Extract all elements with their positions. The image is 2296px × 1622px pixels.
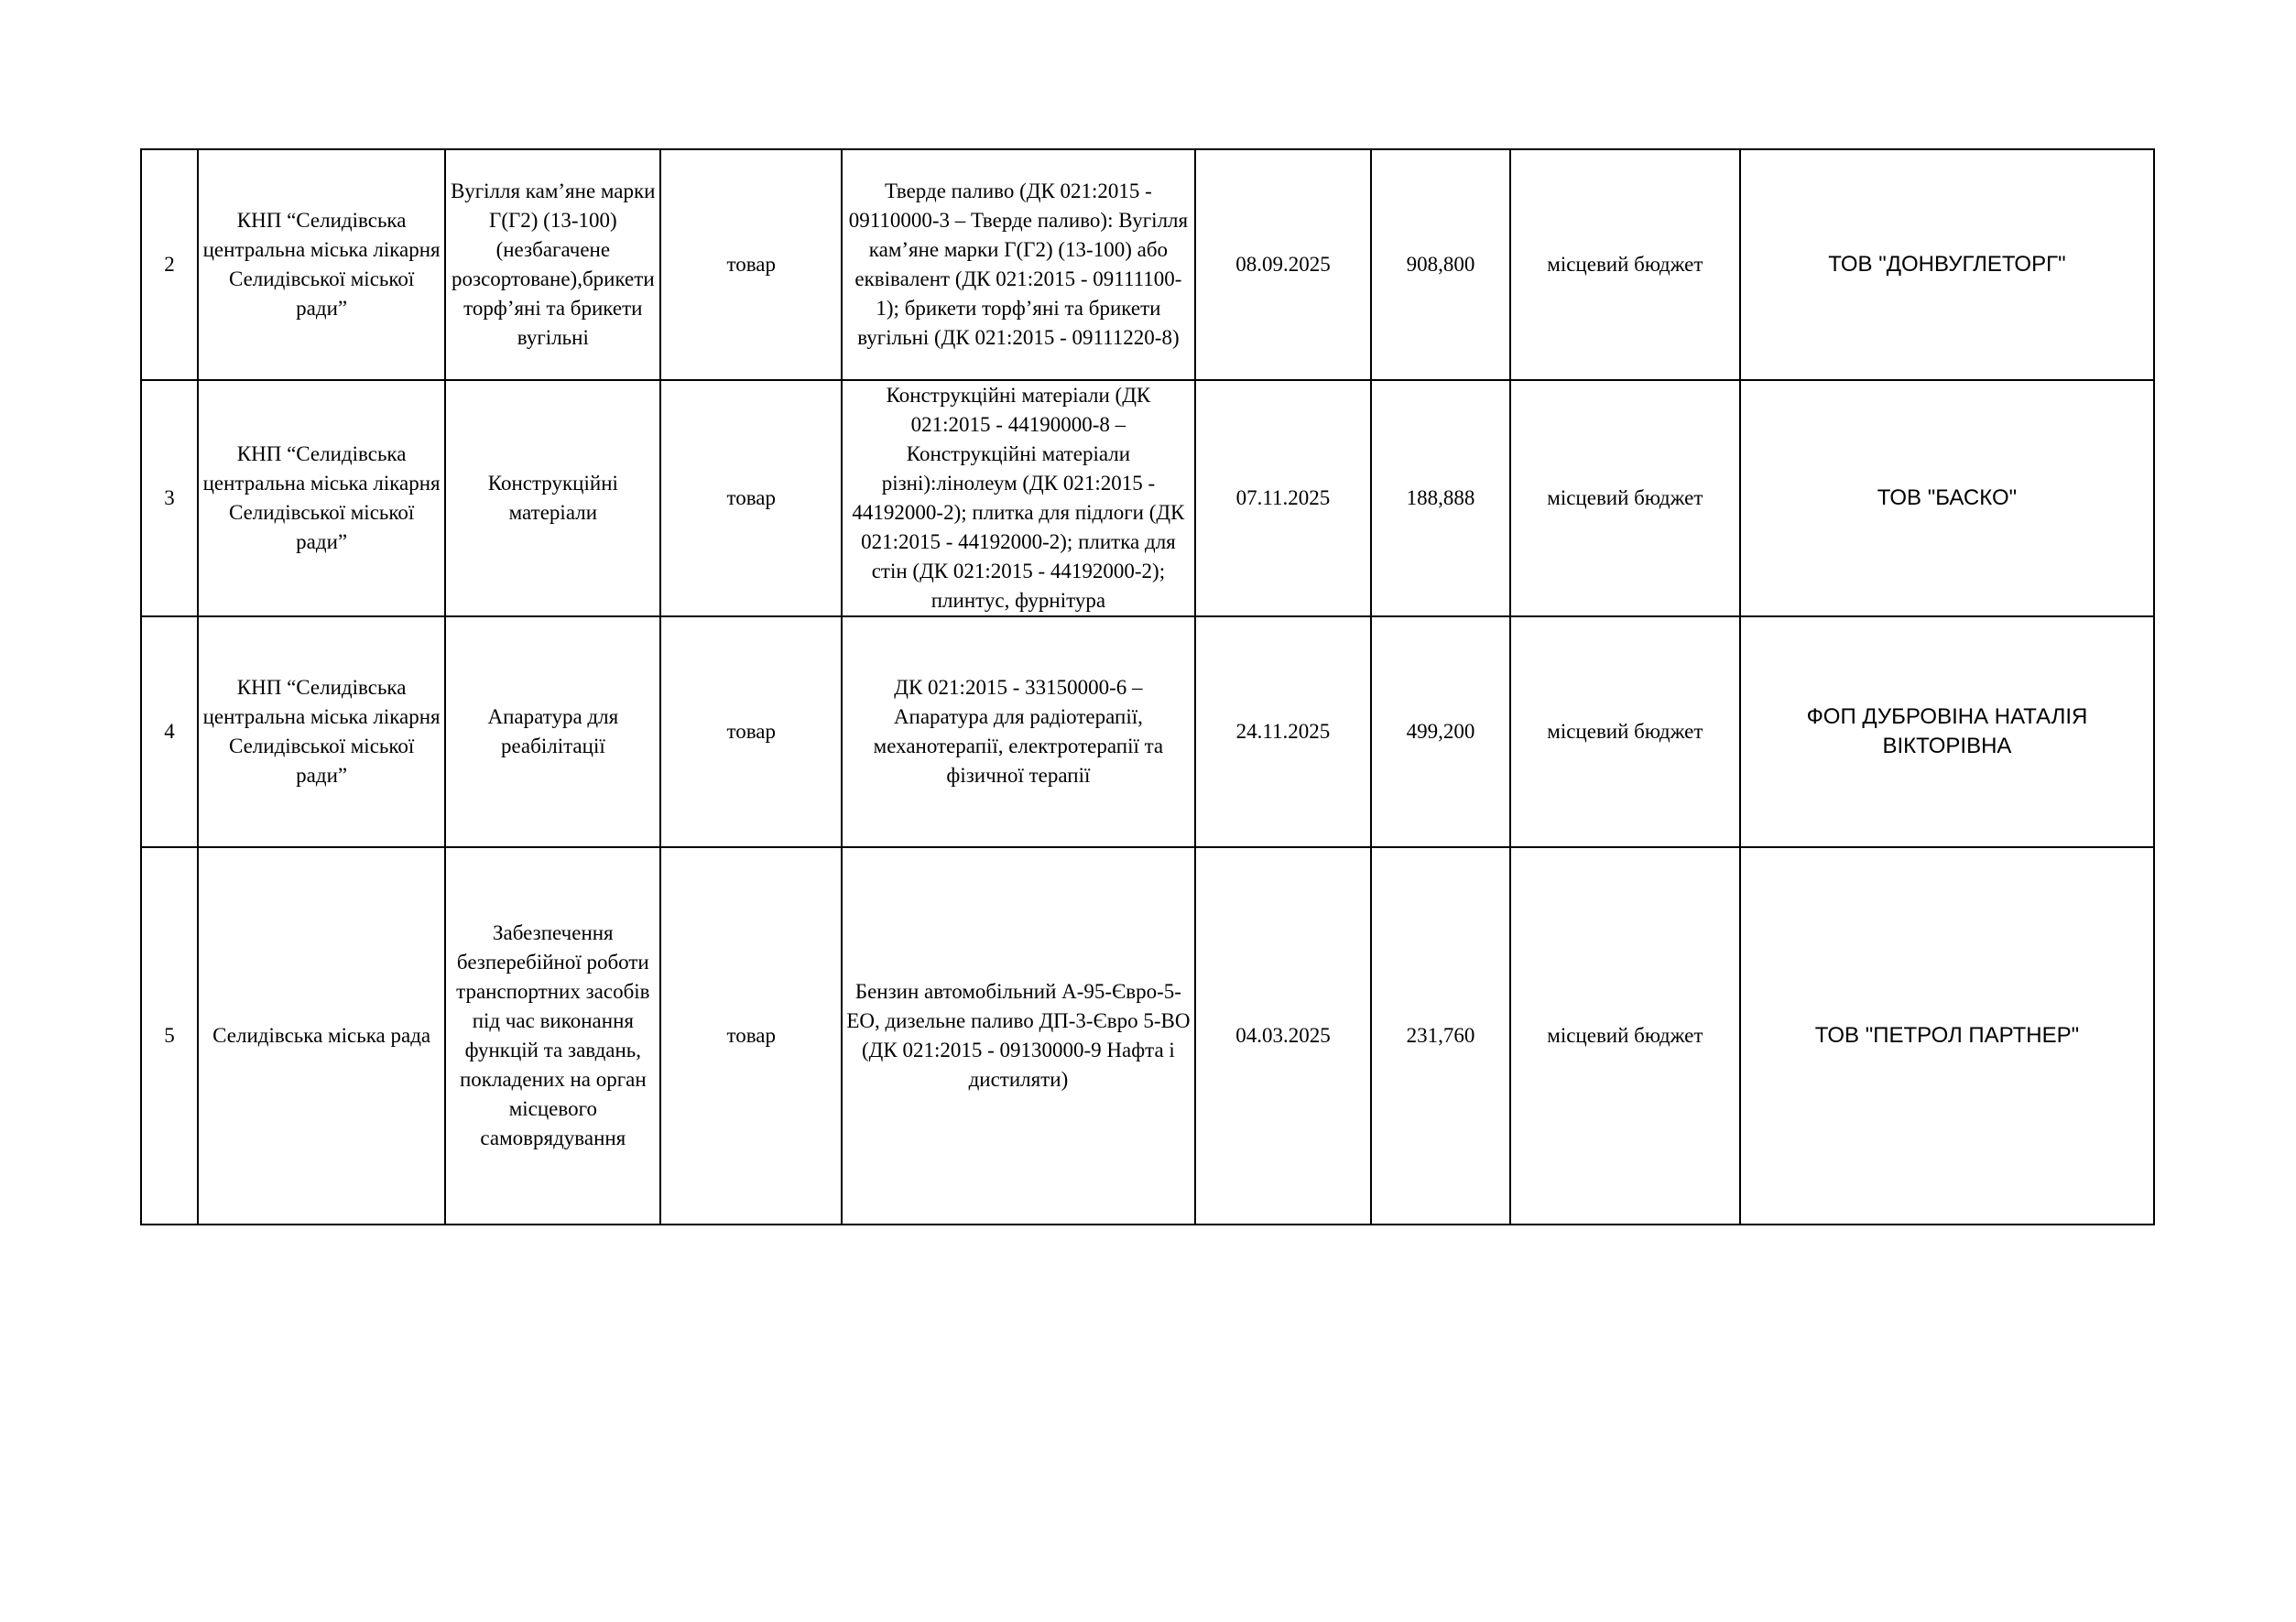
funding-source-cell: місцевий бюджет (1510, 149, 1740, 380)
date-cell: 24.11.2025 (1195, 616, 1371, 847)
customer-cell: КНП “Селидівська центральна міська лікарня Селидівської міської ради” (198, 380, 445, 616)
funding-source-cell: місцевий бюджет (1510, 847, 1740, 1225)
funding-source-cell: місцевий бюджет (1510, 380, 1740, 616)
customer-cell: Селидівська міська рада (198, 847, 445, 1225)
supplier-cell: ФОП ДУБРОВІНА НАТАЛІЯ ВІКТОРІВНА (1740, 616, 2154, 847)
type-cell: товар (660, 847, 842, 1225)
date-cell: 07.11.2025 (1195, 380, 1371, 616)
amount-cell: 499,200 (1371, 616, 1510, 847)
customer-cell: КНП “Селидівська центральна міська лікарня Селидівської міської ради” (198, 616, 445, 847)
supplier-cell: ТОВ "БАСКО" (1740, 380, 2154, 616)
row-number: 5 (141, 847, 198, 1225)
row-number: 2 (141, 149, 198, 380)
amount-cell: 231,760 (1371, 847, 1510, 1225)
supplier-cell: ТОВ "ПЕТРОЛ ПАРТНЕР" (1740, 847, 2154, 1225)
type-cell: товар (660, 380, 842, 616)
subject-cell: Забезпечення безперебійної роботи транспортних засобів під час виконання функцій та завдань, покладених на орган місцевого самоврядування (445, 847, 660, 1225)
procurement-table (140, 148, 2155, 1225)
date-cell: 04.03.2025 (1195, 847, 1371, 1225)
funding-source-cell: місцевий бюджет (1510, 616, 1740, 847)
subject-cell: Апаратура для реабілітації (445, 616, 660, 847)
table-row (141, 847, 2154, 1225)
supplier-cell: ТОВ "ДОНВУГЛЕТОРГ" (1740, 149, 2154, 380)
customer-cell: КНП “Селидівська центральна міська лікарня Селидівської міської ради” (198, 149, 445, 380)
subject-cell: Вугілля кам’яне марки Г(Г2) (13-100) (незбагачене розсортоване),брикети торф’яні та брикети вугільні (445, 149, 660, 380)
date-cell: 08.09.2025 (1195, 149, 1371, 380)
subject-cell: Конструкційні матеріали (445, 380, 660, 616)
code-cell: ДК 021:2015 - 33150000-6 – Апаратура для радіотерапії, механотерапії, електротерапії та фізичної терапії (842, 616, 1195, 847)
type-cell: товар (660, 616, 842, 847)
row-number: 4 (141, 616, 198, 847)
code-cell: Бензин автомобільний А-95-Євро-5-ЕО, дизельне паливо ДП-3-Євро 5-ВО (ДК 021:2015 - 09130000-9 Нафта і дистиляти) (842, 847, 1195, 1225)
code-cell: Тверде паливо (ДК 021:2015 - 09110000-3 – Тверде паливо): Вугілля кам’яне марки Г(Г2) (13-100) або еквівалент (ДК 021:2015 - 09111100-1); брикети торф’яні та брикети вугільні (ДК 021:2015 - 09111220-8) (842, 149, 1195, 380)
table-row (141, 616, 2154, 847)
table-row (141, 149, 2154, 380)
table-row (141, 380, 2154, 616)
type-cell: товар (660, 149, 842, 380)
code-cell: Конструкційні матеріали (ДК 021:2015 - 44190000-8 –Конструкційні матеріали різні):лінолеум (ДК 021:2015 - 44192000-2); плитка для підлоги (ДК 021:2015 - 44192000-2); плитка для стін (ДК 021:2015 - 44192000-2); плинтус, фурнітура (842, 380, 1195, 616)
amount-cell: 188,888 (1371, 380, 1510, 616)
row-number: 3 (141, 380, 198, 616)
amount-cell: 908,800 (1371, 149, 1510, 380)
